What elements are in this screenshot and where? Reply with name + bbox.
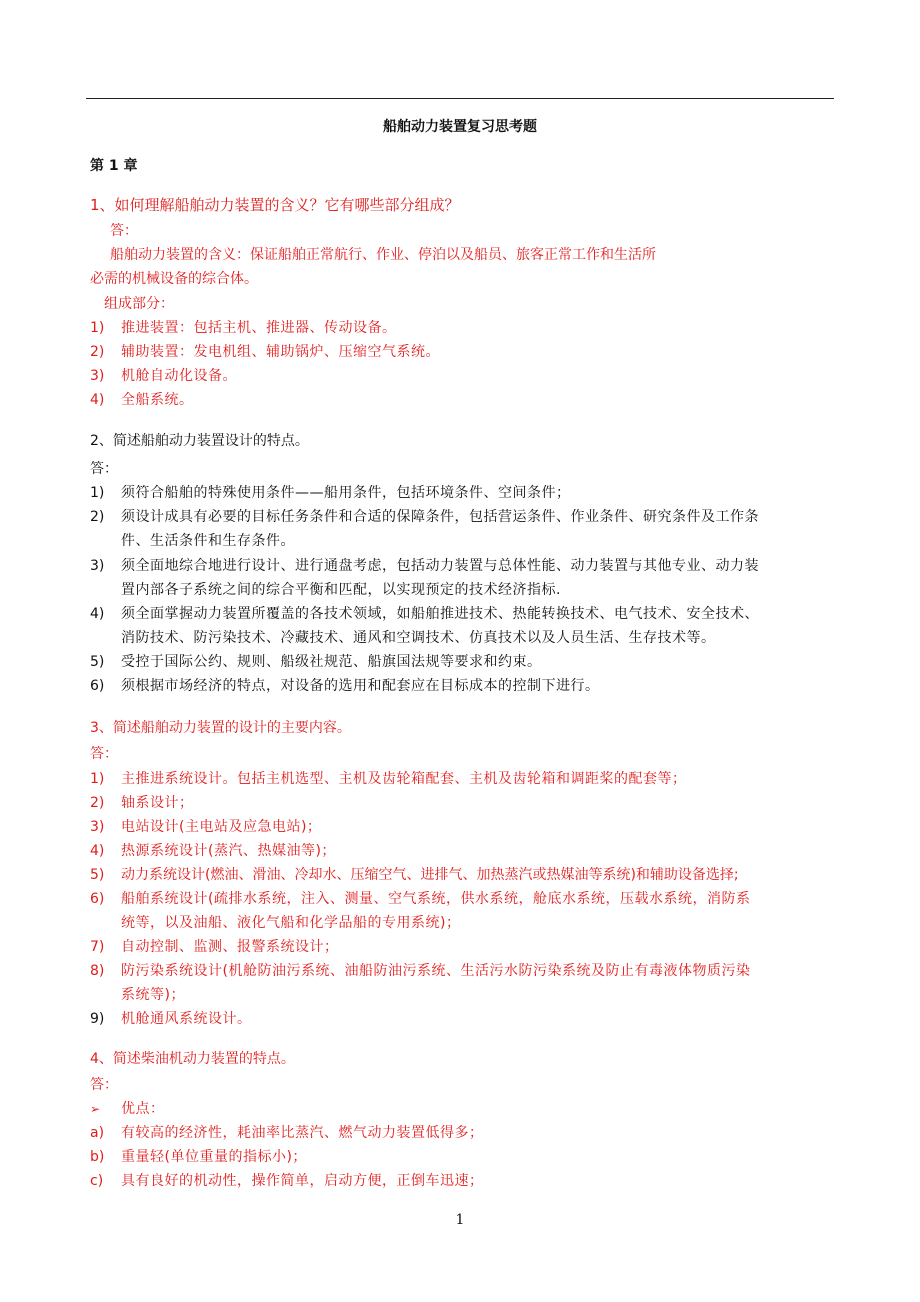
definition-line-1: 船舶动力装置的含义：保证船舶正常航行、作业、停泊以及船员、旅客正常工作和生活所 bbox=[110, 247, 656, 263]
q3-item-text: 电站设计(主电站及应急电站)； bbox=[121, 819, 322, 835]
q3-item-num: 7) bbox=[90, 939, 105, 955]
q3-item-cont: 统等，以及油船、液化气船和化学品船的专用系统)； bbox=[121, 915, 461, 931]
q2-item-text: 须根据市场经济的特点，对设备的选用和配套应在目标成本的控制下进行。 bbox=[121, 678, 600, 694]
q3-item-num: 4) bbox=[90, 843, 105, 859]
q4-item-text: 重量轻(单位重量的指标小)； bbox=[121, 1149, 307, 1165]
q1-item-text: 机舱自动化设备。 bbox=[121, 368, 237, 384]
q3-item-num: 1) bbox=[90, 771, 105, 787]
q3-item-text: 轴系设计； bbox=[121, 795, 194, 811]
question-2: 2、简述船舶动力装置设计的特点。 bbox=[90, 433, 309, 449]
q1-item-text: 辅助装置：发电机组、辅助锅炉、压缩空气系统。 bbox=[121, 344, 440, 360]
q3-item-cont: 系统等)； bbox=[121, 987, 185, 1003]
q1-item-num: 2) bbox=[90, 344, 105, 360]
bullet-arrow-icon: ➢ bbox=[90, 1102, 101, 1116]
q3-item-text: 机舱通风系统设计。 bbox=[121, 1011, 252, 1027]
advantages-label: 优点： bbox=[121, 1101, 165, 1117]
question-3: 3、简述船舶动力装置的设计的主要内容。 bbox=[90, 720, 351, 736]
q1-item-num: 4) bbox=[90, 392, 105, 408]
q3-item-num: 6) bbox=[90, 891, 105, 907]
q3-item-num: 3) bbox=[90, 819, 105, 835]
q4-item-num: a) bbox=[90, 1125, 105, 1141]
definition-line-2: 必需的机械设备的综合体。 bbox=[90, 271, 258, 287]
q1-item-text: 推进装置：包括主机、推进器、传动设备。 bbox=[121, 320, 397, 336]
page-title: 船舶动力装置复习思考题 bbox=[383, 119, 537, 135]
q1-item-num: 3) bbox=[90, 368, 105, 384]
question-1: 1、如何理解船舶动力装置的含义？它有哪些部分组成？ bbox=[90, 196, 460, 214]
q1-item-text: 全船系统。 bbox=[121, 392, 194, 408]
q2-item-cont: 件、生活条件和生存条件。 bbox=[121, 533, 295, 549]
q3-item-text: 动力系统设计(燃油、滑油、冷却水、压缩空气、进排气、加热蒸汽或热媒油等系统)和辅助设备选择; bbox=[121, 867, 739, 883]
q3-item-num: 5) bbox=[90, 867, 105, 883]
q2-item-cont: 消防技术、防污染技术、冷藏技术、通风和空调技术、仿真技术以及人员生活、生存技术等。 bbox=[121, 630, 716, 646]
header-rule bbox=[86, 98, 834, 99]
q4-item-text: 具有良好的机动性，操作简单，启动方便，正倒车迅速； bbox=[121, 1173, 484, 1189]
q2-item-text: 须符合船舶的特殊使用条件——船用条件，包括环境条件、空间条件； bbox=[121, 485, 571, 501]
q3-item-num: 2) bbox=[90, 795, 105, 811]
q2-item-cont: 置内部各子系统之间的综合平衡和匹配，以实现预定的技术经济指标. bbox=[121, 582, 561, 598]
answer-label-1: 答： bbox=[110, 223, 138, 239]
q3-item-text: 防污染系统设计(机舱防油污系统、油船防油污系统、生活污水防污染系统及防止有毒液体物质污染 bbox=[121, 963, 751, 979]
q2-item-text: 须设计成具有必要的目标任务条件和合适的保障条件，包括营运条件、作业条件、研究条件及工作条 bbox=[121, 509, 759, 525]
q2-item-text: 须全面地综合地进行设计、进行通盘考虑，包括动力装置与总体性能、动力装置与其他专业、动力装 bbox=[121, 558, 759, 574]
q1-item-num: 1) bbox=[90, 320, 105, 336]
q4-item-text: 有较高的经济性，耗油率比蒸汽、燃气动力装置低得多； bbox=[121, 1125, 484, 1141]
q3-item-num: 8) bbox=[90, 963, 105, 979]
answer-label-2: 答： bbox=[90, 461, 118, 477]
q3-item-text: 热源系统设计(蒸汽、热媒油等)； bbox=[121, 843, 336, 859]
q2-item-num: 6) bbox=[90, 678, 105, 694]
question-4: 4、简述柴油机动力装置的特点。 bbox=[90, 1051, 295, 1067]
q3-item-text: 船舶系统设计(疏排水系统，注入、测量、空气系统，供水系统，舱底水系统，压载水系统，消防系 bbox=[121, 891, 751, 907]
answer-label-3: 答： bbox=[90, 746, 118, 762]
q2-item-num: 3) bbox=[90, 558, 105, 574]
page-number: 1 bbox=[455, 1212, 465, 1228]
q2-item-num: 4) bbox=[90, 606, 105, 622]
q2-item-num: 1) bbox=[90, 485, 105, 501]
q4-item-num: b) bbox=[90, 1149, 105, 1165]
q2-item-text: 受控于国际公约、规则、船级社规范、船旗国法规等要求和约束。 bbox=[121, 654, 542, 670]
q3-item-text: 自动控制、监测、报警系统设计； bbox=[121, 939, 339, 955]
q3-item-text: 主推进系统设计。包括主机选型、主机及齿轮箱配套、主机及齿轮箱和调距桨的配套等； bbox=[121, 771, 687, 787]
answer-label-4: 答： bbox=[90, 1077, 118, 1093]
parts-label: 组成部分： bbox=[104, 296, 174, 312]
q2-item-text: 须全面掌握动力装置所覆盖的各技术领域，如船舶推进技术、热能转换技术、电气技术、安全技术、 bbox=[121, 606, 759, 622]
q4-item-num: c) bbox=[90, 1173, 104, 1189]
chapter-heading: 第 1 章 bbox=[90, 158, 138, 174]
q2-item-num: 2) bbox=[90, 509, 105, 525]
q3-item-num: 9) bbox=[90, 1011, 105, 1027]
q2-item-num: 5) bbox=[90, 654, 105, 670]
